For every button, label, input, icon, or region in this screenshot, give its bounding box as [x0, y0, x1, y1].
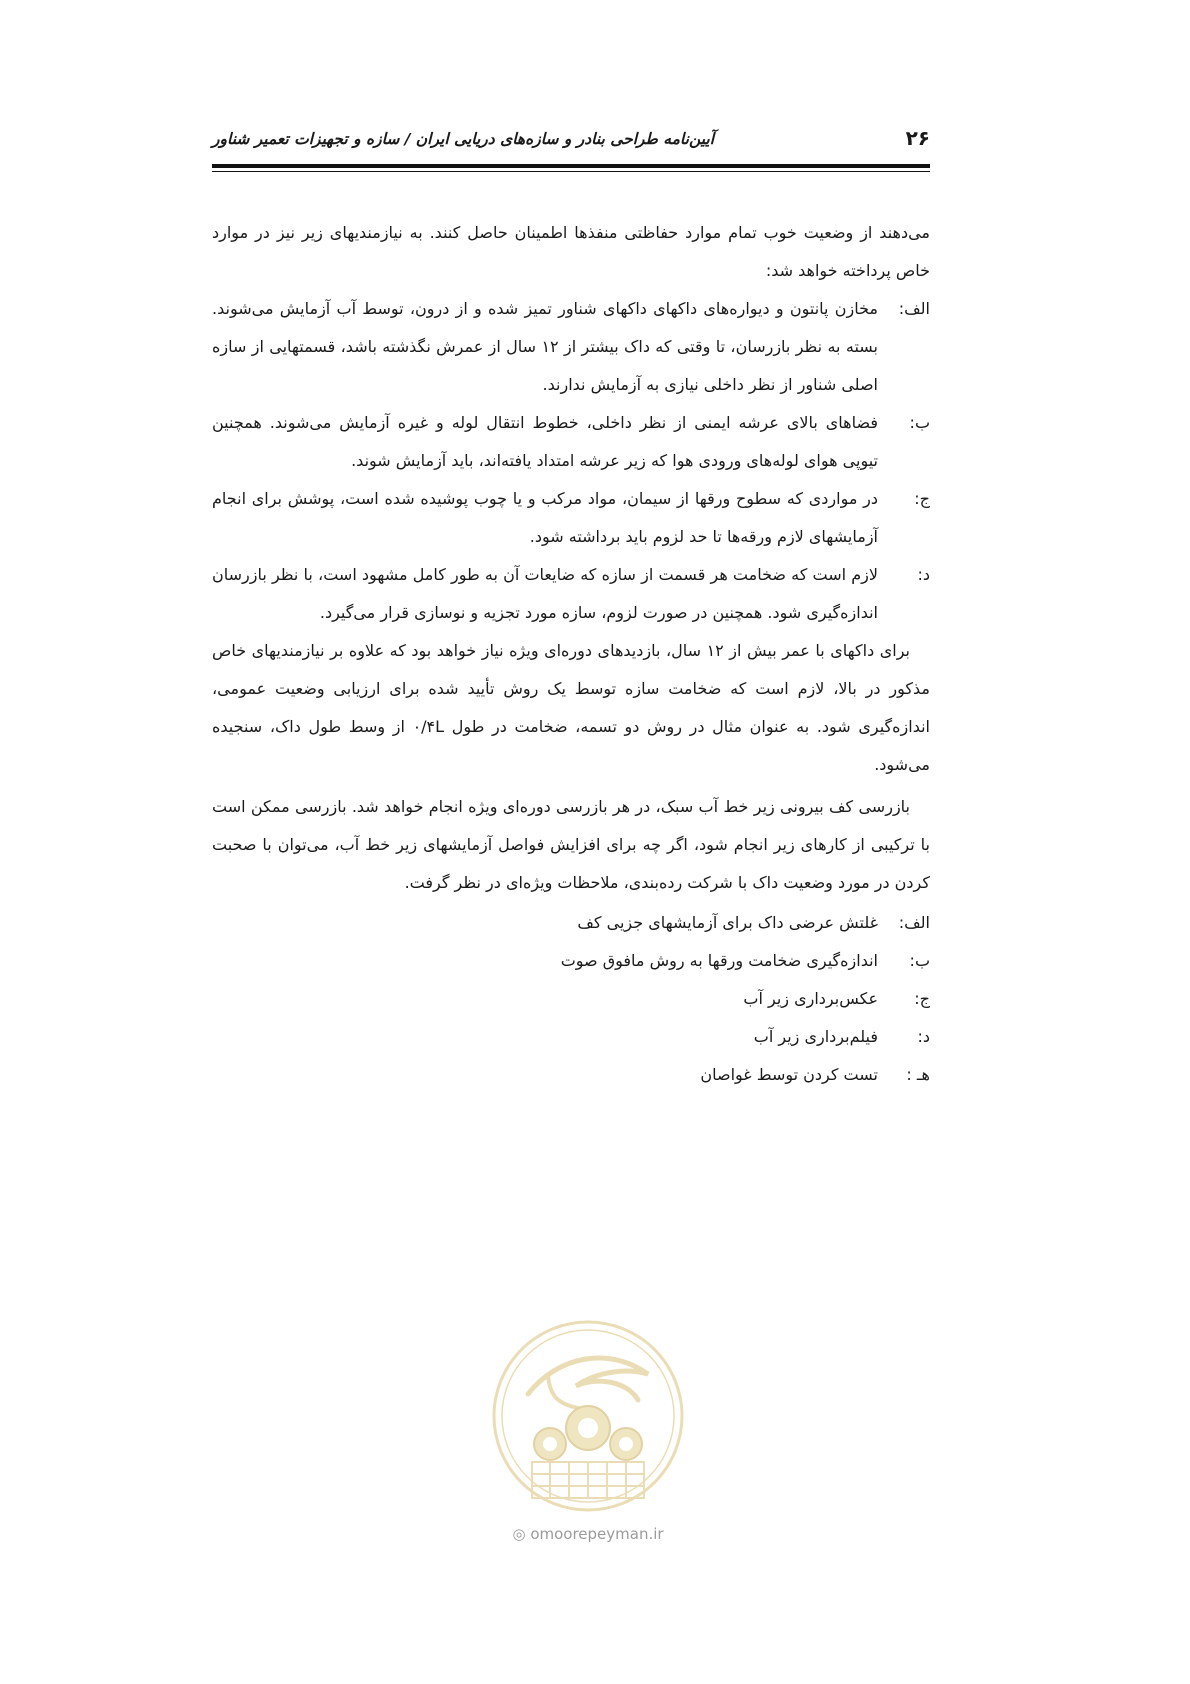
header-rule-thin: [212, 171, 930, 172]
page-number: ۲۶: [905, 126, 930, 150]
list-marker: الف:: [898, 299, 930, 318]
list-item: [212, 1056, 930, 1094]
list-item: [212, 556, 930, 632]
list-item-text: در مواردی که سطوح ورقها از سیمان، مواد مرکب و یا چوب پوشیده شده است، پوشش برای انجام آزمایشهای لازم ورقه‌ها تا حد لزوم باید برداشته شود.: [212, 489, 878, 546]
list-marker: هـ :: [906, 1065, 930, 1084]
list-marker: د:: [917, 1027, 930, 1046]
list-item-text: فضاهای بالای عرشه ایمنی از نظر داخلی، خطوط انتقال لوله و غیره آزمایش می‌شوند. همچنین تیوپی هوای لوله‌های ورودی هوا که زیر عرشه امتداد یافته‌اند، باید آزمایش شوند.: [212, 413, 878, 470]
list-item-text: اندازه‌گیری ضخامت ورقها به روش مافوق صوت: [560, 951, 878, 970]
list-item: [212, 980, 930, 1018]
inspection-methods-list: [212, 904, 930, 1094]
page-header: [212, 122, 930, 162]
watermark-url: [488, 1525, 688, 1543]
list-item-text: تست کردن توسط غواصان: [700, 1065, 878, 1084]
list-marker: ج:: [914, 989, 930, 1008]
list-marker: الف:: [898, 913, 930, 932]
header-rule: [212, 164, 930, 168]
list-marker: ب:: [909, 951, 930, 970]
old-docks-paragraph: برای داکهای با عمر بیش از ۱۲ سال، بازدیدهای دوره‌ای ویژه نیاز خواهد بود که علاوه بر نیازمندیهای خاص مذکور در بالا، لازم است که ضخامت سازه توسط یک روش تأیید شده برای ارزیابی وضعیت عمومی، اندازه‌گیری شود. به عنوان مثال در روش دو تسمه، ضخامت در طول ۰/۴L از وسط طول داک، سنجیده می‌شود.: [212, 641, 931, 774]
list-item: [212, 480, 930, 556]
list-item: [212, 942, 930, 980]
list-item: [212, 1018, 930, 1056]
list-marker: ج:: [914, 489, 930, 508]
underwater-inspection-paragraph: بازرسی کف بیرونی زیر خط آب سبک، در هر بازرسی دوره‌ای ویژه انجام خواهد شد. بازرسی ممکن است با ترکیبی از کارهای زیر انجام شود، اگر چه برای افزایش فواصل آزمایشهای زیر خط آب، می‌توان با صحبت کردن در مورد وضعیت داک با شرکت رده‌بندی، ملاحظات ویژه‌ای در نظر گرفت.: [212, 797, 930, 892]
list-item-text: لازم است که ضخامت هر قسمت از سازه که ضایعات آن به طور کامل مشهود است، با نظر بازرسان اندازه‌گیری شود. همچنین در صورت لزوم، سازه مورد تجزیه و نوسازی قرار می‌گیرد.: [212, 565, 878, 622]
requirements-list: [212, 290, 930, 632]
running-header-title: آیین‌نامه طراحی بنادر و سازه‌های دریایی ایران / سازه و تجهیزات تعمیر شناور: [212, 130, 715, 148]
watermark-link-icon: ◎: [512, 1525, 526, 1543]
list-item-text: عکس‌برداری زیر آب: [743, 989, 878, 1008]
intro-paragraph: می‌دهند از وضعیت خوب تمام موارد حفاظتی منفذها اطمینان حاصل کنند. به نیازمندیهای زیر نیز در موارد خاص پرداخته خواهد شد:: [212, 223, 930, 280]
list-item-text: مخازن پانتون و دیواره‌های داکهای داکهای شناور تمیز شده و از درون، توسط آب آزمایش می‌شوند. بسته به نظر بازرسان، تا وقتی که داک بیشتر از ۱۲ سال از عمرش نگذشته باشد، قسمتهایی از سازه اصلی شناور از نظر داخلی نیازی به آزمایش ندارند.: [212, 299, 878, 394]
list-item: [212, 290, 930, 404]
list-item-text: غلتش عرضی داک برای آزمایشهای جزیی کف: [577, 913, 878, 932]
list-marker: د:: [917, 565, 930, 584]
page-body: [212, 214, 930, 1094]
watermark-url-text: omoorepeyman.ir: [530, 1525, 664, 1543]
omoore-peyman-seal-icon: [488, 1316, 688, 1516]
list-item-text: فیلم‌برداری زیر آب: [753, 1027, 878, 1046]
list-marker: ب:: [909, 413, 930, 432]
list-item: [212, 904, 930, 942]
list-item: [212, 404, 930, 480]
